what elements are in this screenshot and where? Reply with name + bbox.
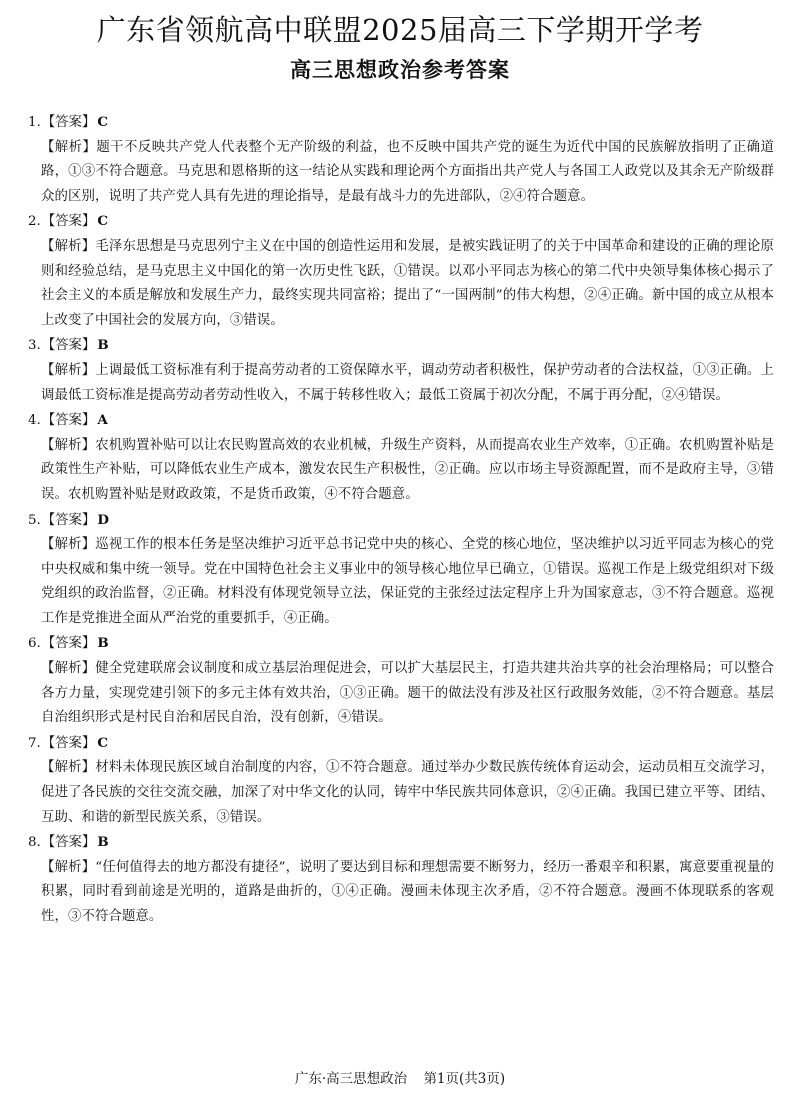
answer-choice: A bbox=[97, 412, 108, 429]
answer-choice: C bbox=[97, 114, 109, 130]
answer-choice: D bbox=[97, 511, 109, 528]
explanation-text: 【解析】毛泽东思想是马克思列宁主义在中国的创造性运用和发展，是被实践证明了的关于中国革命和建设的正确的理论原则和经验总结，是马克思主义中国化的第一次历史性飞跃，①错误。以邓小平同志为核心的第二代中央领导集体核心揭示了社会主义的本质是解放和发展生产力，最终实现共同富裕；提出了“一国两制”的伟大构想，②④正确。新中国的成立从根本上改变了中国社会的发展方向，③错误。 bbox=[41, 238, 774, 328]
question-number: 4. bbox=[28, 413, 41, 429]
footer-subject: 广东·高三思想政治 bbox=[294, 1071, 408, 1087]
answer-choice: B bbox=[97, 337, 109, 354]
page-footer bbox=[0, 1069, 800, 1089]
footer-page-number: 第1页(共3页) bbox=[423, 1071, 506, 1087]
answer-line bbox=[28, 731, 774, 757]
answer-line bbox=[28, 110, 774, 136]
answer-line bbox=[28, 631, 774, 657]
explanation-text: 【解析】上调最低工资标准有利于提高劳动者的工资保障水平，调动劳动者积极性，保护劳动者的合法权益，①③正确。上调最低工资标准是提高劳动者劳动性收入，不属于转移性收入；最低工资属于初次分配，不属于再分配，②④错误。 bbox=[41, 362, 774, 403]
explanation-text: 【解析】巡视工作的根本任务是坚决维护习近平总书记党中央的核心、全党的核心地位，坚决维护以习近平同志为核心的党中央权威和集中统一领导。党在中国特色社会主义事业中的领导核心地位早已确立，①错误。巡视工作是上级党组织对下级党组织的政治监督，②正确。材料没有体现党领导立法，保证党的主张经过法定程序上升为国家意志，③不符合题意。巡视工作是党推进全面从严治党的重要抓手，④正确。 bbox=[41, 537, 774, 626]
answer-line bbox=[28, 508, 774, 534]
page-title: 广东省领航高中联盟2025届高三下学期开学考 bbox=[96, 13, 704, 47]
answer-item bbox=[28, 631, 774, 730]
question-number: 5. bbox=[28, 512, 41, 528]
answer-item bbox=[28, 508, 774, 632]
answer-label: 【答案】 bbox=[41, 115, 96, 130]
answer-line bbox=[28, 333, 774, 359]
answer-label: 【答案】 bbox=[41, 735, 96, 751]
question-number: 6. bbox=[28, 636, 41, 652]
explanation-text: 【解析】“任何值得去的地方都没有捷径”，说明了要达到目标和理想需要不断努力，经历一番艰辛和积累，寓意要重视量的积累，同时看到前途是光明的，道路是曲折的，①④正确。漫画未体现主次矛盾，②不符合题意。漫画不体现联系的客观性，③不符合题意。 bbox=[41, 859, 774, 924]
answer-choice: B bbox=[97, 834, 109, 851]
explanation-text: 【解析】健全党建联席会议制度和成立基层治理促进会，可以扩大基层民主，打造共建共治共享的社会治理格局；可以整合各方力量，实现党建引领下的多元主体有效共治，①③正确。题干的做法没有涉及社区行政服务效能，②不符合题意。基层自治组织形式是村民自治和居民自治，没有创新，④错误。 bbox=[41, 661, 774, 726]
answer-choice: C bbox=[97, 734, 109, 751]
answer-choice: C bbox=[97, 213, 109, 230]
answer-label: 【答案】 bbox=[41, 338, 96, 354]
explanation-text: 【解析】农机购置补贴可以让农民购置高效的农业机械，升级生产资料，从而提高农业生产效率，①正确。农机购置补贴是政策性生产补贴，可以降低农业生产成本，激发农民生产积极性，②正确。应以市场主导资源配置，而不是政府主导，③错误。农机购置补贴是财政政策，不是货币政策，④不符合题意。 bbox=[41, 437, 774, 502]
answer-item bbox=[28, 110, 774, 209]
answer-list bbox=[28, 110, 774, 930]
answer-item bbox=[28, 731, 774, 830]
question-number: 8. bbox=[28, 835, 41, 851]
answer-label: 【答案】 bbox=[41, 413, 96, 429]
answer-line bbox=[28, 830, 774, 856]
question-number: 1. bbox=[28, 115, 41, 130]
answer-label: 【答案】 bbox=[41, 512, 96, 528]
answer-label: 【答案】 bbox=[41, 214, 96, 230]
answer-choice: B bbox=[97, 635, 109, 652]
explanation-text: 【解析】题干不反映共产党人代表整个无产阶级的利益，也不反映中国共产党的诞生为近代中国的民族解放指明了正确道路，①③不符合题意。马克思和恩格斯的这一结论从实践和理论两个方面指出共产党人与各国工人政党以及其余无产阶级群众的区别，说明了共产党人具有先进的理论指导，是最有战斗力的先进部队，②④符合题意。 bbox=[41, 139, 774, 204]
question-number: 2. bbox=[28, 214, 41, 230]
answer-label: 【答案】 bbox=[41, 835, 96, 851]
answer-item bbox=[28, 408, 774, 507]
answer-item bbox=[28, 333, 774, 408]
question-number: 7. bbox=[28, 735, 41, 751]
question-number: 3. bbox=[28, 338, 41, 354]
explanation-text: 【解析】材料未体现民族区域自治制度的内容，①不符合题意。通过举办少数民族传统体育运动会，运动员相互交流学习，促进了各民族的交往交流交融，加深了对中华文化的认同，铸牢中华民族共同体意识，②④正确。我国已建立平等、团结、互助、和谐的新型民族关系，③错误。 bbox=[41, 760, 774, 825]
answer-item bbox=[28, 209, 774, 333]
answer-line bbox=[28, 209, 774, 235]
answer-line bbox=[28, 408, 774, 434]
answer-label: 【答案】 bbox=[41, 636, 96, 652]
answer-item bbox=[28, 830, 774, 929]
page-subtitle: 高三思想政治参考答案 bbox=[290, 58, 510, 82]
